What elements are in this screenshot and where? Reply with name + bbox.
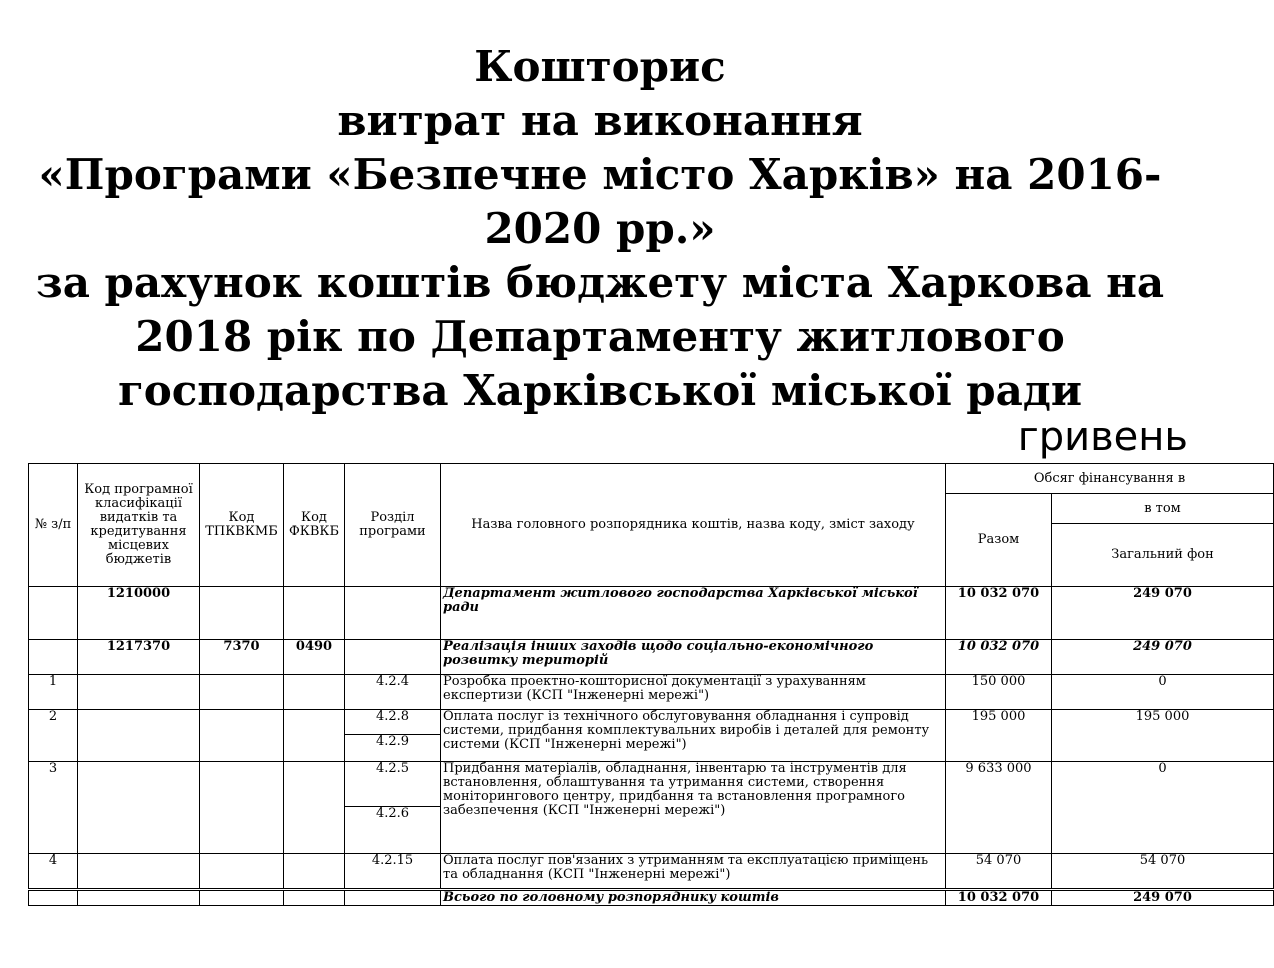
header-volume: Обсяг фінансування в (946, 464, 1274, 494)
cell-total: 195 000 (946, 710, 1052, 762)
table-row-total (29, 890, 1274, 906)
cell-name: Придбання матеріалів, обладнання, інвентарю та інструментів для встановлення, облаштування та утримання системи, створення моніторингового центру, придбання та встановлення програмного забезпечення (КСП "Інженерні мережі") (441, 762, 946, 854)
cell-total: 10 032 070 (946, 640, 1052, 675)
header-tpkvkmb: Код ТПКВКМБ (200, 464, 284, 587)
cell-total: 150 000 (946, 675, 1052, 710)
table-row (29, 762, 1274, 807)
cell-general: 249 070 (1052, 587, 1274, 640)
header-section: Розділ програми (345, 464, 441, 587)
cell-section (345, 640, 441, 675)
cell-name: Розробка проектно-кошторисної документації з урахуванням експертизи (КСП "Інженерні мережі") (441, 675, 946, 710)
cell-total: 54 070 (946, 854, 1052, 890)
cell-section (345, 587, 441, 640)
title-line-4: 2020 рр.» (484, 204, 716, 253)
header-program-code: Код програмної класифікації видатків та кредитування місцевих бюджетів (78, 464, 200, 587)
cell-general: 195 000 (1052, 710, 1274, 762)
cell-tpkvkmb (200, 854, 284, 890)
cell-general: 0 (1052, 762, 1274, 854)
header-num: № з/п (29, 464, 78, 587)
cell-program-code (78, 890, 200, 906)
table-row (29, 675, 1274, 710)
cell-num: 2 (29, 710, 78, 762)
table-row (29, 710, 1274, 735)
cell-tpkvkmb (200, 587, 284, 640)
header-total: Разом (946, 494, 1052, 587)
cell-general: 0 (1052, 675, 1274, 710)
cell-tpkvkmb (200, 890, 284, 906)
budget-table (28, 463, 1274, 906)
table-row (29, 640, 1274, 675)
header-name: Назва головного розпорядника коштів, назва коду, зміст заходу (441, 464, 946, 587)
cell-num: 4 (29, 854, 78, 890)
header-fkvkb: Код ФКВКБ (284, 464, 345, 587)
cell-general: 249 070 (1052, 640, 1274, 675)
cell-num (29, 890, 78, 906)
cell-program-code: 1217370 (78, 640, 200, 675)
cell-fkvkb (284, 587, 345, 640)
cell-num (29, 640, 78, 675)
document-title (0, 40, 1200, 418)
cell-general: 54 070 (1052, 854, 1274, 890)
cell-tpkvkmb: 7370 (200, 640, 284, 675)
cell-section: 4.2.8 (345, 710, 441, 735)
cell-section: 4.2.15 (345, 854, 441, 890)
cell-fkvkb: 0490 (284, 640, 345, 675)
cell-tpkvkmb (200, 675, 284, 710)
header-general-fund: Загальний фон (1052, 524, 1274, 587)
cell-name: Реалізація інших заходів щодо соціально-економічного розвитку територій (441, 640, 946, 675)
cell-num (29, 587, 78, 640)
currency-unit: гривень (1017, 414, 1188, 460)
cell-fkvkb (284, 890, 345, 906)
title-line-5: за рахунок коштів бюджету міста Харкова на (35, 258, 1165, 307)
cell-total: 10 032 070 (946, 890, 1052, 906)
table-row (29, 854, 1274, 890)
cell-name: Всього по головному розпоряднику коштів (441, 890, 946, 906)
cell-num: 1 (29, 675, 78, 710)
cell-tpkvkmb (200, 710, 284, 762)
cell-program-code (78, 675, 200, 710)
title-line-7: господарства Харківської міської ради (117, 366, 1083, 415)
title-line-2: витрат на виконання (337, 96, 863, 145)
cell-fkvkb (284, 710, 345, 762)
cell-fkvkb (284, 854, 345, 890)
cell-fkvkb (284, 675, 345, 710)
cell-program-code (78, 710, 200, 762)
cell-section: 4.2.9 (345, 735, 441, 762)
cell-total: 10 032 070 (946, 587, 1052, 640)
title-line-3: «Програми «Безпечне місто Харків» на 2016- (38, 150, 1162, 199)
cell-total: 9 633 000 (946, 762, 1052, 854)
cell-general: 249 070 (1052, 890, 1274, 906)
cell-num: 3 (29, 762, 78, 854)
header-in-that: в том (1052, 494, 1274, 524)
cell-section: 4.2.4 (345, 675, 441, 710)
cell-name: Оплата послуг із технічного обслуговування обладнання і супровід системи, придбання комплектувальних виробів і деталей для ремонту системи (КСП "Інженерні мережі") (441, 710, 946, 762)
budget-table-container (28, 463, 1214, 933)
cell-section (345, 890, 441, 906)
cell-tpkvkmb (200, 762, 284, 854)
title-line-6: 2018 рік по Департаменту житлового (135, 312, 1065, 361)
cell-section: 4.2.5 (345, 762, 441, 807)
cell-program-code (78, 762, 200, 854)
cell-fkvkb (284, 762, 345, 854)
cell-section: 4.2.6 (345, 807, 441, 854)
title-line-1: Кошторис (474, 42, 726, 91)
cell-name: Департамент житлового господарства Харківської міської ради (441, 587, 946, 640)
table-row (29, 587, 1274, 640)
cell-program-code (78, 854, 200, 890)
cell-program-code: 1210000 (78, 587, 200, 640)
cell-name: Оплата послуг пов'язаних з утриманням та експлуатацією приміщень та обладнання (КСП "Інженерні мережі") (441, 854, 946, 890)
